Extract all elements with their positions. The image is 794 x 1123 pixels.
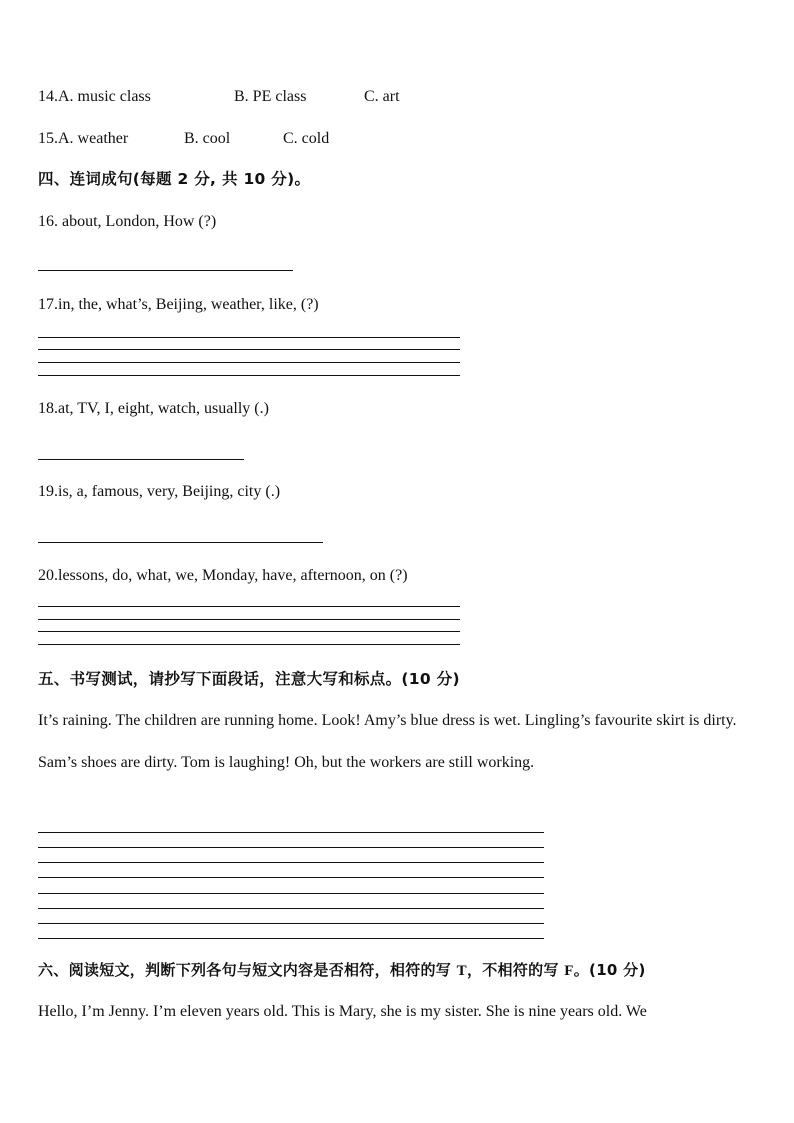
answer-line	[38, 606, 460, 607]
reading-passage: Hello, I’m Jenny. I’m eleven years old. This is Mary, she is my sister. She is nine years old. We	[38, 1003, 647, 1020]
answer-line	[38, 619, 460, 620]
true-marker: T	[456, 963, 467, 979]
answer-line	[38, 877, 544, 878]
answer-line	[38, 337, 460, 338]
answer-line	[38, 847, 544, 848]
question-17: 17.in, the, what’s, Beijing, weather, like, (?)	[38, 296, 319, 313]
answer-line	[38, 893, 544, 894]
question-16: 16. about, London, How (?)	[38, 213, 217, 230]
answer-line	[38, 459, 244, 460]
option-a: A. music class	[58, 88, 151, 105]
question-14	[38, 87, 400, 107]
answer-line	[38, 908, 544, 909]
answer-line	[38, 542, 323, 543]
section-4-heading: 四、连词成句(每题 2 分, 共 10 分)。	[38, 170, 311, 188]
option-c: C. cold	[283, 130, 330, 147]
answer-line	[38, 832, 544, 833]
answer-line	[38, 362, 460, 363]
answer-line	[38, 923, 544, 924]
false-marker: F	[564, 963, 574, 979]
question-19: 19.is, a, famous, very, Beijing, city (.)	[38, 483, 281, 500]
question-15	[38, 129, 329, 149]
answer-line	[38, 270, 293, 271]
question-number: 14.	[38, 88, 58, 105]
answer-line	[38, 862, 544, 863]
option-b: B. cool	[184, 130, 231, 147]
option-b: B. PE class	[234, 88, 307, 105]
copy-passage: It’s raining. The children are running home. Look! Amy’s blue dress is wet. Lingling’s favourite skirt is dirty. Sam’s shoes are dirty. Tom is laughing! Oh, but the workers are still working.	[38, 712, 737, 771]
question-18: 18.at, TV, I, eight, watch, usually (.)	[38, 400, 269, 417]
section-5-heading: 五、书写测试，请抄写下面段话，注意大写和标点。(10 分)	[38, 670, 460, 688]
answer-line	[38, 349, 460, 350]
answer-line	[38, 375, 460, 376]
answer-line	[38, 938, 544, 939]
option-c: C. art	[364, 88, 400, 105]
question-20: 20.lessons, do, what, we, Monday, have, afternoon, on (?)	[38, 567, 408, 584]
heading-text: ，不相符的写	[466, 961, 565, 979]
option-a: A. weather	[58, 130, 129, 147]
answer-line	[38, 631, 460, 632]
answer-line	[38, 644, 460, 645]
heading-text: 六、阅读短文，判断下列各句与短文内容是否相符，相符的写	[38, 961, 457, 979]
heading-text: 。(10 分)	[573, 961, 646, 979]
question-number: 15.	[38, 130, 58, 147]
section-6-heading	[38, 960, 646, 981]
